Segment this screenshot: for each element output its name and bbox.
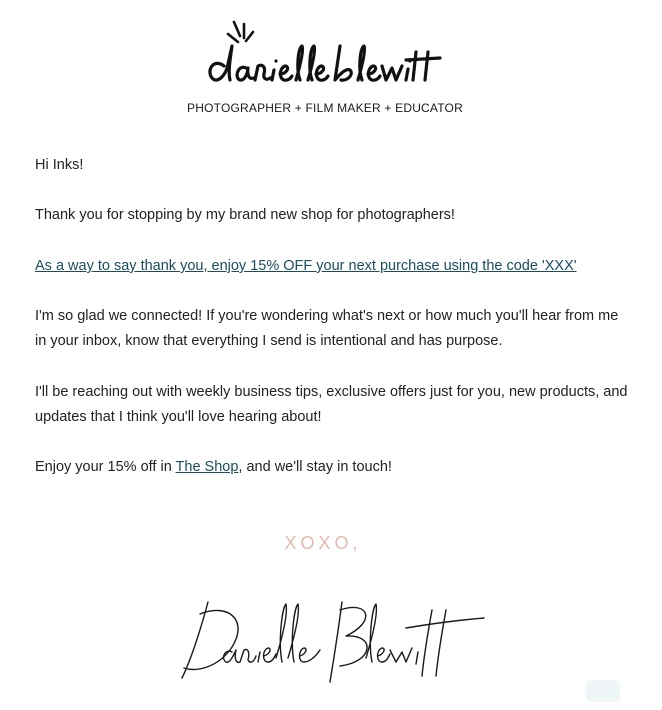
- offer-paragraph: [35, 254, 630, 279]
- enjoy-paragraph: [35, 455, 630, 480]
- corner-badge: [586, 680, 620, 702]
- reaching-out-paragraph: I'll be reaching out with weekly business tips, exclusive offers just for you, new products, and updates that I think you'll love hearing about!: [35, 384, 628, 425]
- brand-tagline: PHOTOGRAPHER + FILM MAKER + EDUCATOR: [187, 101, 463, 115]
- connected-paragraph: I'm so glad we connected! If you're wondering what's next or how much you'll hear from me in your inbox, know that everything I send is intentional and has purpose.: [35, 308, 619, 349]
- signature-image: [170, 592, 490, 692]
- xoxo-signoff: XOXO,: [284, 533, 362, 553]
- enjoy-suffix-text: , and we'll stay in touch!: [238, 459, 392, 475]
- thanks-text: Thank you for stopping by my brand new shop for photographers!: [35, 207, 455, 223]
- enjoy-prefix-text: Enjoy your 15% off in: [35, 459, 176, 475]
- email-header: [0, 0, 662, 130]
- the-shop-link[interactable]: The Shop: [175, 459, 239, 475]
- greeting-text: Hi Inks!: [35, 157, 84, 173]
- discount-offer-link[interactable]: As a way to say thank you, enjoy 15% OFF your next purchase using the code 'XXX': [35, 258, 577, 274]
- brand-logo: [200, 14, 450, 94]
